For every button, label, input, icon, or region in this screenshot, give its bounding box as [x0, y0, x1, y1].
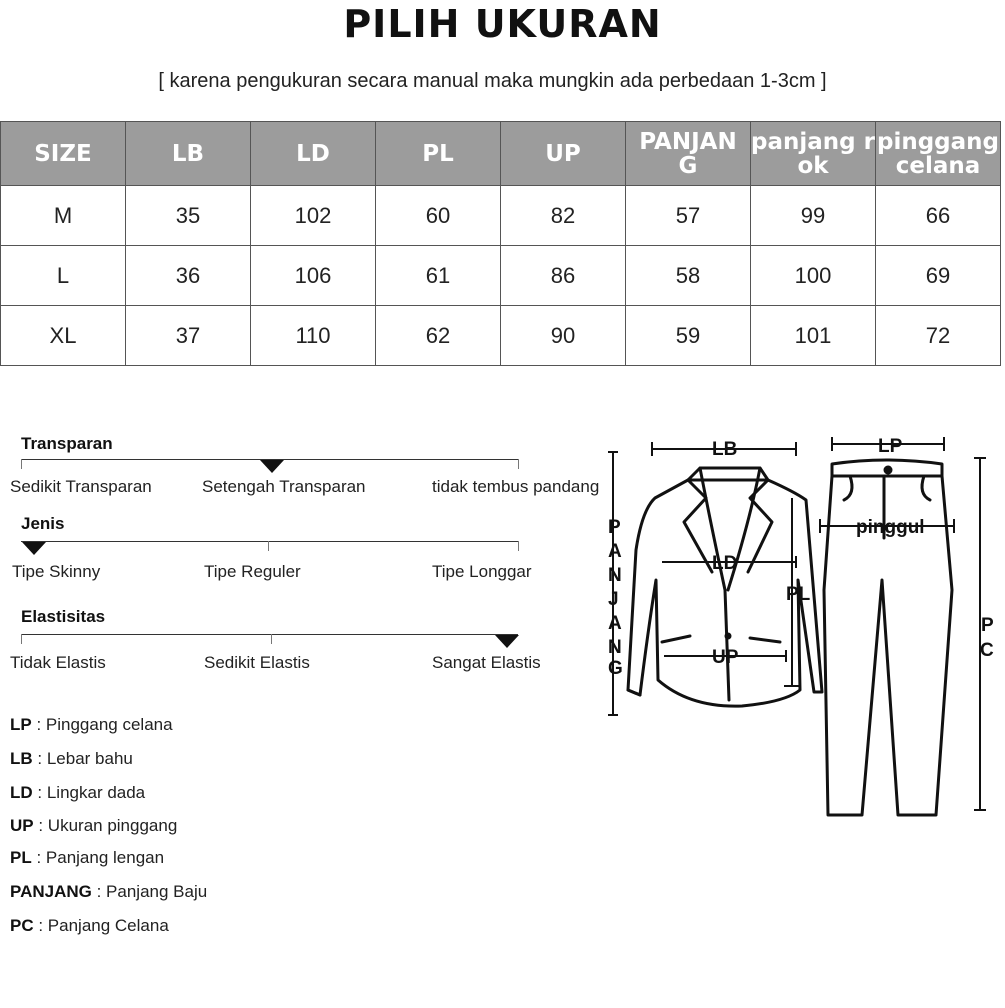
scale-option-selected: Sangat Elastis [432, 653, 541, 672]
legend-abbr: PC [10, 916, 34, 935]
scale-option: Sedikit Elastis [204, 653, 310, 672]
header-line: celana [895, 152, 981, 179]
figure-label-up: UP [712, 647, 739, 668]
legend-desc: Panjang lengan [45, 848, 165, 867]
header-pinggang-celana [876, 122, 1001, 186]
legend-item: LB : Lebar bahu [10, 749, 133, 768]
legend-desc: Ukuran pinggang [47, 816, 178, 835]
header-line: LD [296, 140, 330, 167]
table-cell: XL [1, 306, 126, 366]
table-cell: M [1, 186, 126, 246]
table-cell: 106 [251, 246, 376, 306]
header-line: G [678, 152, 698, 179]
legend-desc: Pinggang celana [45, 715, 173, 734]
table-cell: 82 [501, 186, 626, 246]
scale-tick [271, 634, 272, 644]
legend-desc: Lebar bahu [46, 749, 133, 768]
table-cell: 72 [876, 306, 1001, 366]
header-line: PL [422, 140, 454, 167]
figure-label-panjang-letter: A [608, 541, 622, 562]
header-line: UP [545, 140, 581, 167]
scale-tick [518, 459, 519, 469]
table-cell: 35 [126, 186, 251, 246]
header-line: PANJAN [639, 128, 737, 155]
table-cell: 101 [751, 306, 876, 366]
legend-abbr: UP [10, 816, 34, 835]
scale-elastisitas-title: Elastisitas [21, 607, 106, 626]
scale-option: Tipe Longgar [432, 562, 532, 581]
scale-selected-marker [260, 460, 284, 473]
scale-selected-marker [22, 542, 46, 555]
figure-label-panjang-letter: A [608, 613, 622, 634]
header-panjang [626, 122, 751, 186]
table-cell: 110 [251, 306, 376, 366]
legend-item: PC : Panjang Celana [10, 916, 169, 935]
legend-abbr: PANJANG [10, 882, 92, 901]
scale-elastisitas-line [21, 634, 518, 635]
size-table [0, 121, 1001, 366]
table-cell: 102 [251, 186, 376, 246]
scale-option: tidak tembus pandang [432, 477, 600, 496]
figure-label-pc-letter: P [981, 615, 994, 636]
table-cell: 37 [126, 306, 251, 366]
legend-item: UP : Ukuran pinggang [10, 816, 178, 835]
header-panjang-rok [751, 122, 876, 186]
scale-option-selected: Setengah Transparan [202, 477, 366, 496]
table-cell: 59 [626, 306, 751, 366]
header-up [501, 122, 626, 186]
table-row [1, 306, 1001, 366]
table-cell: 99 [751, 186, 876, 246]
header-line: LB [171, 140, 205, 167]
legend-abbr: LP [10, 715, 32, 734]
header-line: ok [797, 152, 829, 179]
legend-abbr: PL [10, 848, 32, 867]
figure-label-panjang-letter: P [608, 517, 621, 538]
table-cell: 69 [876, 246, 1001, 306]
scale-jenis-line [21, 541, 518, 542]
scale-option: Sedikit Transparan [10, 477, 152, 496]
table-cell: 60 [376, 186, 501, 246]
table-cell: 58 [626, 246, 751, 306]
scale-selected-marker [495, 635, 519, 648]
scale-option: Tipe Reguler [204, 562, 301, 581]
table-row [1, 186, 1001, 246]
garment-measurement-illustration [600, 430, 1000, 830]
scale-tick [518, 541, 519, 551]
figure-label-lp: LP [878, 436, 903, 457]
figure-label-pl: PL [786, 584, 811, 605]
header-line: SIZE [34, 140, 92, 167]
table-cell: L [1, 246, 126, 306]
page-title: PILIH UKURAN [343, 2, 662, 46]
header-line: pinggang [876, 128, 999, 155]
table-cell: 61 [376, 246, 501, 306]
table-cell: 62 [376, 306, 501, 366]
header-lb [126, 122, 251, 186]
measurement-note: [ karena pengukuran secara manual maka mungkin ada perbedaan 1-3cm ] [158, 70, 827, 92]
figure-label-pc-letter: C [980, 640, 994, 661]
scale-transparan-title: Transparan [21, 434, 113, 453]
figure-label-ld: LD [712, 553, 738, 574]
scale-option-selected: Tipe Skinny [12, 562, 101, 581]
table-row [1, 246, 1001, 306]
scale-tick [21, 459, 22, 469]
table-cell: 66 [876, 186, 1001, 246]
table-cell: 90 [501, 306, 626, 366]
figure-label-panjang-letter: G [608, 658, 623, 679]
scale-option: Tidak Elastis [10, 653, 106, 672]
table-cell: 57 [626, 186, 751, 246]
header-line: panjang r [751, 128, 875, 155]
legend-desc: Panjang Baju [106, 882, 208, 901]
figure-label-panjang-letter: N [608, 565, 622, 586]
table-cell: 36 [126, 246, 251, 306]
pants-illustration [824, 460, 952, 815]
scale-tick [21, 634, 22, 644]
legend-item: LP : Pinggang celana [10, 715, 173, 734]
legend-item: PL : Panjang lengan [10, 848, 165, 867]
scale-tick [268, 541, 269, 551]
legend-abbr: LD [10, 783, 33, 802]
legend-item: PANJANG : Panjang Baju [10, 882, 208, 901]
scale-jenis-title: Jenis [21, 514, 65, 533]
header-size [1, 122, 126, 186]
table-cell: 86 [501, 246, 626, 306]
legend-desc: Lingkar dada [46, 783, 146, 802]
figure-label-pinggul: pinggul [856, 517, 925, 538]
legend-item: LD : Lingkar dada [10, 783, 146, 802]
table-header-row [1, 122, 1001, 186]
table-cell: 100 [751, 246, 876, 306]
figure-label-lb: LB [712, 439, 738, 460]
legend-desc: Panjang Celana [47, 916, 169, 935]
figure-label-panjang-letter: N [608, 637, 622, 658]
figure-label-panjang-letter: J [608, 589, 619, 610]
header-ld [251, 122, 376, 186]
legend-abbr: LB [10, 749, 33, 768]
header-pl [376, 122, 501, 186]
